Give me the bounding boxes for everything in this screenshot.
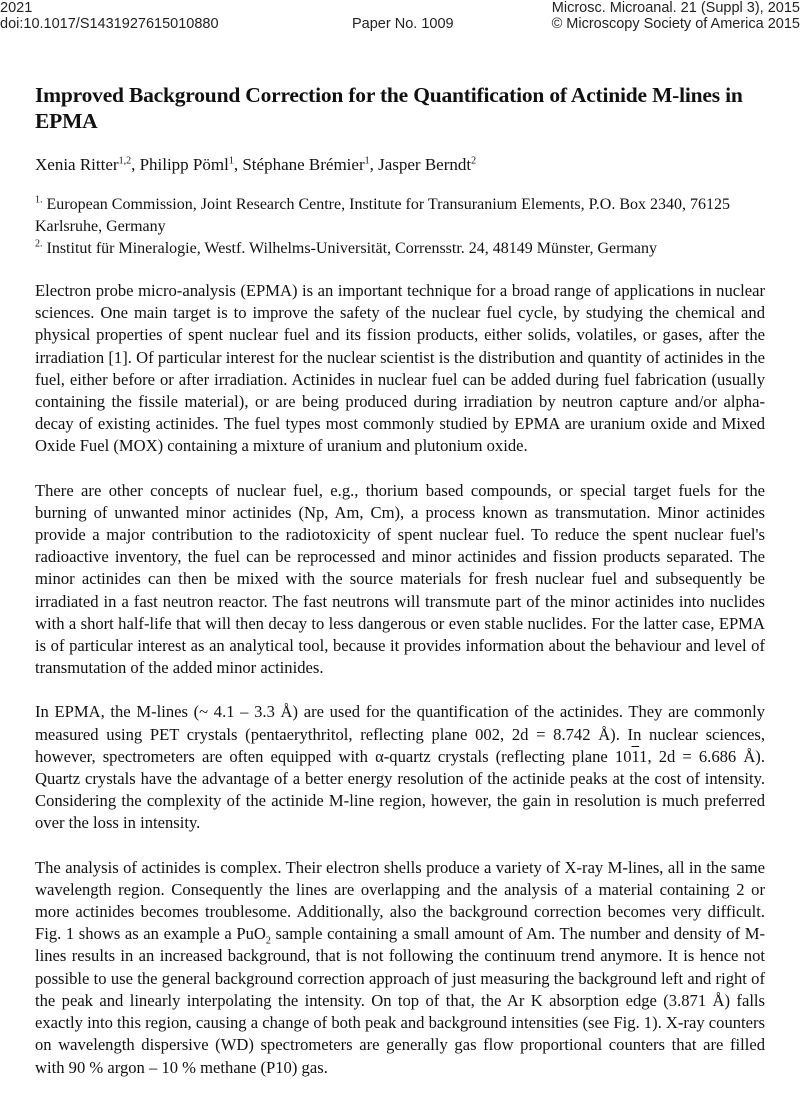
affiliation-text: Institut für Mineralogie, Westf. Wilhelms-Universität, Corrensstr. 24, 48149 Münster, Germany	[46, 240, 658, 257]
copyright: © Microscopy Society of America 2015	[551, 16, 800, 32]
author: Philipp Pöml	[139, 155, 229, 174]
doi: doi:10.1017/S1431927615010880	[0, 16, 219, 32]
running-header	[0, 0, 800, 34]
paragraph-2: There are other concepts of nuclear fuel, e.g., thorium based compounds, or special target fuels for the burning of unwanted minor actinides (Np, Am, Cm), a process known as transmutation. Minor actinides provide a major contribution to the radiotoxicity of spent nuclear fuel. To reduce the spent nuclear fuel's radioactive inventory, the fuel can be reprocessed and minor actinides and fission products separated. The minor actinides can then be mixed with the source materials for fresh nuclear fuel and subsequently be irradiated in a fast neutron reactor. The fast neutrons will transmute part of the minor actinides into nuclides with a short half-life that will then decay to less dangerous or even stable nuclides. For the latter case, EPMA is of particular interest as an analytical tool, because it provides information about the behaviour and level of transmutation of the added minor actinides.	[35, 480, 765, 678]
paragraph-4	[35, 857, 765, 1079]
paragraph-text: , 2d = 6.686 Å). Quartz crystals have the advantage of a better energy resolution of the actinide peaks at the cost of intensity. Considering the complexity of the actinide M-line region, however, the gain in resolution is much preferred over the loss in intensity.	[35, 746, 765, 833]
paragraph-3	[35, 701, 765, 834]
header-left	[0, 0, 219, 32]
paragraph-text: The analysis of actinides is complex. Their electron shells produce a variety of X-ray M-lines, all in the same wavelength region. Consequently the lines are overlapping and the analysis of a material containing 2 or more actinides becomes troublesome. Additionally, also the background correction becomes very difficult. Fig. 1 shows as an example a PuO	[35, 857, 765, 944]
header-right	[552, 0, 800, 32]
author: Jasper Berndt	[378, 155, 472, 174]
paper-page	[35, 82, 765, 1101]
author-affiliation-mark: 1,2	[118, 155, 132, 167]
author-list: Xenia Ritter$^{1,2}$, Philipp Pöml$^1$, Stéphane Brémier$^1$, Jasper Berndt$^2$	[35, 155, 477, 174]
miller-index-part: 1	[639, 746, 648, 766]
affiliation-mark: 1.	[35, 194, 43, 206]
author-affiliation-mark: 1	[228, 155, 234, 167]
paper-title: Improved Background Correction for the Quantification of Actinide M-lines in EPMA	[35, 83, 743, 133]
page-number: 2021	[0, 0, 33, 16]
paragraph-text: In EPMA, the M-lines (~ 4.1 – 3.3 Å) are used for the quantification of the actinides. They are commonly measured using PET crystals (pentaerythritol, reflecting plane 002, 2d = 8.742 Å). In nuclear sciences, however, spectrometers are often equipped with α-quartz crystals (reflecting plane	[35, 702, 765, 766]
paper-number: Paper No. 1009	[352, 16, 454, 32]
journal-citation: Microsc. Microanal. 21 (Suppl 3), 2015	[551, 0, 800, 16]
affiliation	[35, 194, 765, 238]
miller-index-bar: 1	[631, 746, 640, 766]
affiliations	[35, 194, 765, 260]
affiliation	[35, 238, 765, 260]
author: Stéphane Brémier	[242, 155, 365, 174]
subscript: 2	[265, 935, 271, 947]
miller-index	[615, 747, 648, 766]
author-affiliation-mark: 2	[471, 155, 477, 167]
miller-index-part: 10	[614, 746, 632, 766]
paragraph-1: Electron probe micro-analysis (EPMA) is an important technique for a broad range of applications in nuclear sciences. One main target is to improve the safety of the nuclear fuel cycle, by studying the chemical and physical properties of spent nuclear fuel and its fission products, either solids, volatiles, or gases, after the irradiation [1]. Of particular interest for the nuclear scientist is the distribution and quantity of actinides in the fuel, either before or after irradiation. Actinides in nuclear fuel can be added during fuel fabrication (usually containing the fissile material), or are being produced during irradiation by neutron capture and/or alpha-decay of existing actinides. The fuel types most commonly studied by EPMA are uranium oxide and Mixed Oxide Fuel (MOX) containing a mixture of uranium and plutonium oxide.	[35, 281, 765, 456]
affiliation-mark: 2.	[35, 238, 43, 250]
paragraph-text: sample containing a small amount of Am. The number and density of M-lines results in an increased background, that is not following the continuum trend anymore. It is hence not possible to use the general background correction approach of just measuring the background left and right of the peak and linearly interpolating the intensity. On top of that, the Ar K absorption edge (3.871 Å) falls exactly into this region, causing a change of both peak and background intensities (see Fig. 1). X-ray counters on wavelength dispersive (WD) spectrometers are generally gas flow proportional counters that are filled with 90 % argon – 10 % methane (P10) gas.	[35, 924, 765, 1077]
author: Xenia Ritter	[35, 155, 119, 174]
affiliation-text: European Commission, Joint Research Centre, Institute for Transuranium Elements, P.O. Box 2340, 76125 Karlsruhe, Germany	[35, 196, 730, 235]
author-affiliation-mark: 1	[364, 155, 370, 167]
